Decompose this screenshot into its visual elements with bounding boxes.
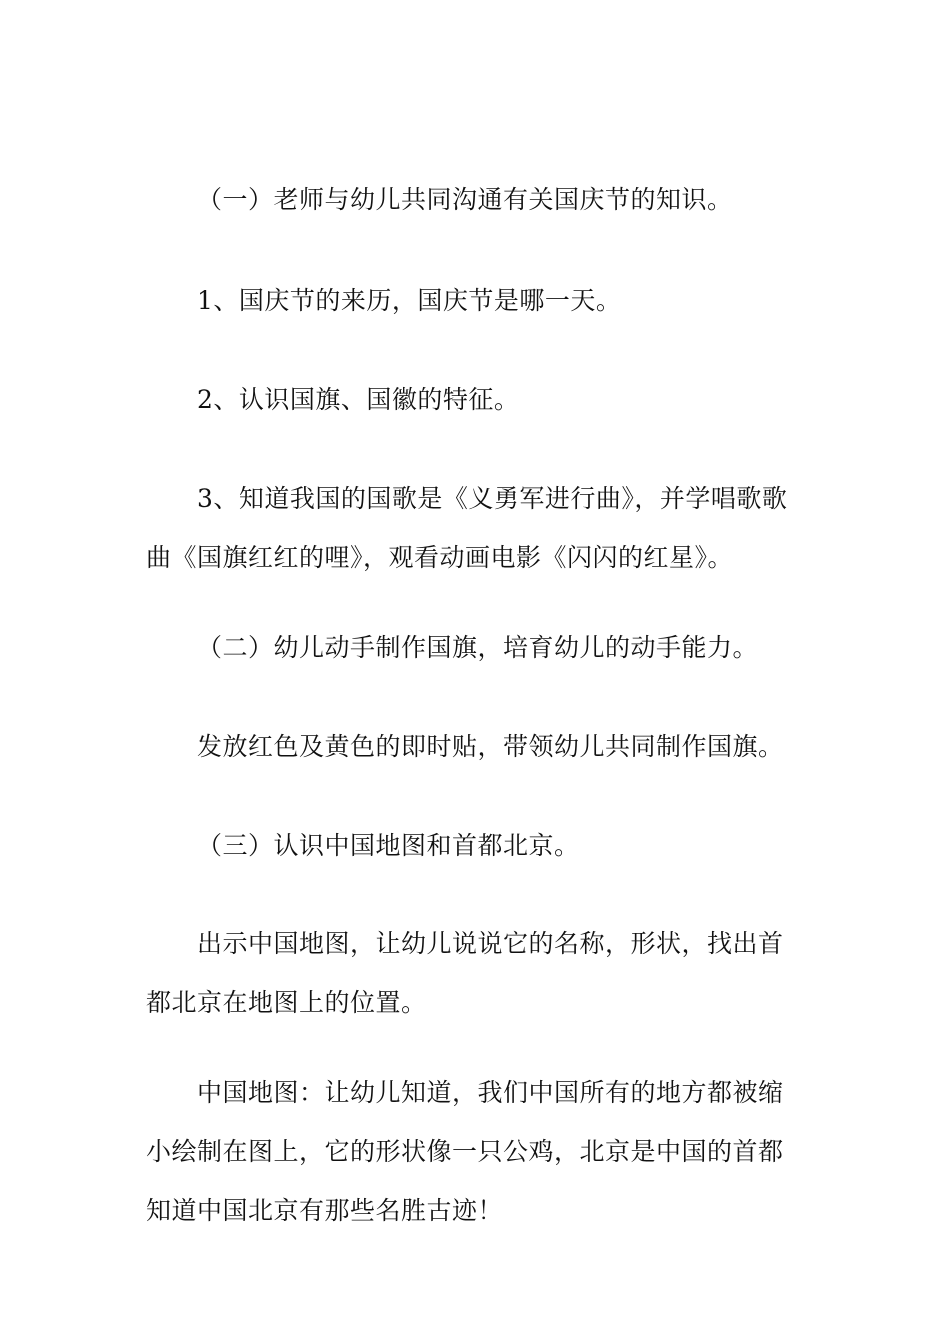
body-paragraph-1: 发放红色及黄色的即时贴，带领幼儿共同制作国旗。	[197, 732, 784, 761]
list-item-2: 2、认识国旗、国徽的特征。	[197, 385, 520, 414]
list-item-1: 1、国庆节的来历，国庆节是哪一天。	[197, 286, 622, 315]
body-paragraph-2: 出示中国地图，让幼儿说说它的名称，形状，找出首都北京在地图上的位置。	[146, 929, 784, 1017]
list-item-3: 3、知道我国的国歌是《义勇军进行曲》，并学唱歌歌曲《国旗红红的哩》，观看动画电影《闪闪的红星》。	[146, 484, 788, 572]
section-heading-1: （一）老师与幼儿共同沟通有关国庆节的知识。	[197, 185, 733, 214]
section-heading-3: （三）认识中国地图和首都北京。	[197, 831, 580, 860]
section-heading-2: （二）幼儿动手制作国旗，培育幼儿的动手能力。	[197, 633, 759, 662]
body-paragraph-3: 中国地图：让幼儿知道，我们中国所有的地方都被缩小绘制在图上，它的形状像一只公鸡，北京是中国的首都知道中国北京有那些名胜古迹！	[146, 1078, 784, 1225]
